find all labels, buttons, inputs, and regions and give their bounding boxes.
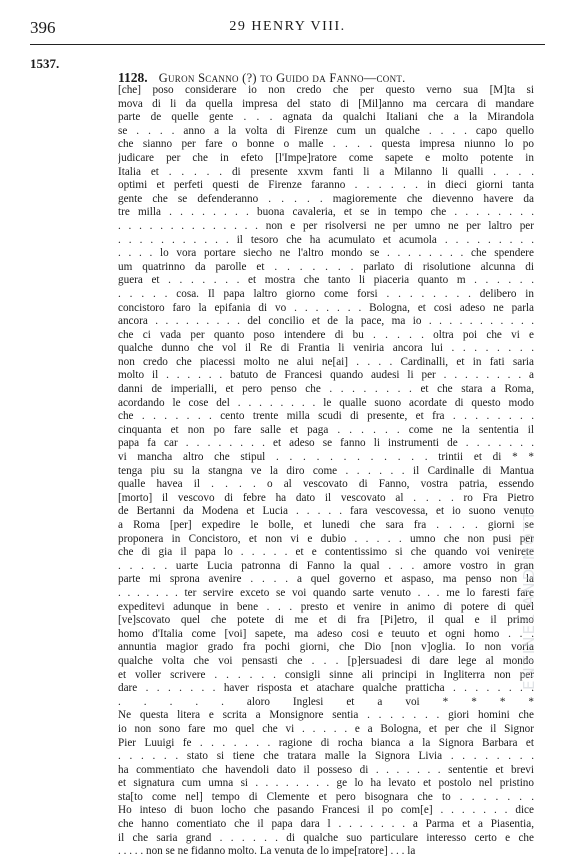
text-line: molto il . . . . . . batuto de Francesi quando audesi li per . . . . . . . . a (118, 369, 534, 382)
entry-number: 1128. (118, 70, 148, 85)
text-line: parte de quelle gente . . . agnata da qualchi Italiani che a la Mirandola (118, 111, 534, 124)
letter-body (118, 84, 534, 859)
text-line: mova di li da quella impresa del stato di [Mil]anno ma cercara di mandare (118, 97, 534, 110)
text-line: . . . . . aloro Inglesi et a voi * * * * (118, 695, 534, 708)
text-line: che sianno per fare o bonne o malle . . . . questa impresa niunno lo po (118, 138, 534, 151)
text-line: il che saria grand . . . . . . di qualche suo particulare interesso certo e che (118, 831, 534, 844)
text-line: acordando le cose del . . . . . . . . le qualle suono acordate di questo modo (118, 396, 534, 409)
watermark: ENTINEL AND MOTT (520, 509, 538, 690)
text-line: . . . . . uarte Lucia patronna di Fanno la qual . . . amore vostro in gran (118, 559, 534, 572)
text-line: danni de imperialli, et pero penso che . . . . . . . . et che stara a Roma, (118, 383, 534, 396)
text-line: . . . . . . . . . . . . . . non e per risolversi ne per umno ne per laltro per (118, 219, 534, 232)
text-line: annuntia magior grado fra pochi giorni, che Dio [non v]oglia. Io non voria (118, 641, 534, 654)
year-label: 1537. (30, 56, 60, 71)
text-line: . . . . lo vora portare siecho ne l'altro mondo se . . . . . . . . che spendere (118, 247, 534, 260)
page-number: 396 (30, 18, 56, 37)
text-line: Ho inteso di buon locho che pasando Francesi il po com[e] . . . . . . . dice (118, 804, 534, 817)
text-line: che di gia il papa lo . . . . . et e contentissimo si che quando voi venirete (118, 546, 534, 559)
text-line: parte mi sprona avenire . . . . a quel governo et aspaso, ma penso non la (118, 573, 534, 586)
text-line: Pier Luuigi fe . . . . . . . ragione di rocha bianca a la Signora Barbara et (118, 736, 534, 749)
text-line: . . . . . . stato si tiene che tratara malle la Signora Livia . . . . . . . . (118, 750, 534, 763)
text-line: vi mancha altro che stipul . . . . . . . . . . . . trintii et di * * (118, 451, 534, 464)
text-line: guera et . . . . . . . et mostra che tanto li piaceria quanto m . . . . . . (118, 274, 534, 287)
text-line: a Roma [per] expedire le bolle, et lunedi che sara fra . . . . giorni se (118, 519, 534, 531)
text-line: homo d'Italia come [voi] sapete, ma adeso cosi e teuuto et ogni homo . . . (118, 627, 534, 640)
text-line: . . . . . . . . . . . il tesoro che ha acumulato et acumola . . . . . . . . . (118, 233, 534, 246)
text-line: de Bertanni da Modena et Lucia . . . . . fara vescovessa, et io suono venuto (118, 505, 534, 518)
text-line: [ve]scovato quel che potete di me et di fra [Pi]etro, il qual e il primo (118, 614, 534, 627)
text-line: judicare per che in efeto [l'Impe]ratore come sapete e molto potente in (118, 151, 534, 164)
text-line: Ne questa litera e scrita a Monsignore sentia . . . . . . . giori homini che (118, 709, 534, 722)
text-line: sta[to come nel] tempo di Clemente et pero bisognara che to . . . . . . . (118, 790, 534, 803)
text-line: [morto] il vescovo di febre ha dato il vescovato al . . . . ro Fra Pietro (118, 491, 534, 504)
text-line: expeditevi adunque in bene . . . presto et venire in animo di potere di quel (118, 600, 534, 613)
text-line: qualle havea il . . . . o al vescovato di Fanno, vostra patria, essendo (118, 478, 534, 491)
text-line: . . . . . . . ter servire exceto se voi quando sarte venuto . . . me lo faresti fare (118, 586, 534, 599)
text-line: tre milla . . . . . . . . buona cavaleria, et se in tempo che . . . . . . . . (118, 206, 534, 219)
entry-title: Guron Scanno (?) to Guido da Fanno—cont. (158, 71, 406, 85)
text-line: papa fa car . . . . . . . . et adeso se fanno li instrumenti de . . . . . . . (118, 437, 534, 450)
text-line: che . . . . . . . cento trente milla scudi di presente, et fra . . . . . . . . (118, 410, 534, 423)
text-line: [che] poso considerare io non credo che per questo verno sua [M]ta si (118, 84, 534, 96)
text-line: gente che se defenderanno . . . . . magioremente che dievenno havere da (118, 192, 534, 205)
text-line: . . . . . non se ne fidanno molto. La venuta de lo impe[ratore] . . . la (118, 845, 416, 858)
text-line: et voller scrivere . . . . . . consigli sinne ali principi in Ingliterra non per (118, 668, 534, 681)
text-line: . . . . . cosa. Il papa laltro giorno come forsi . . . . . . . . delibero in (118, 287, 534, 300)
text-line: et signatura cum umna si . . . . . . . . ge lo ha levato et postolo nel pristino (118, 777, 534, 790)
text-line: qualche volta che voi pensasti che . . . [p]ersuadesi di dare lege al mondo (118, 654, 534, 667)
text-line: dare . . . . . . . haver risposta et atachare qualche pratticha . . . . . . . . (118, 682, 534, 695)
text-line: ha commentiato che havendoli dato il posseso di . . . . . . . sententie et brevi (118, 763, 534, 776)
text-line: concistoro faro la epifania di vo . . . . . . . Bologna, et cosi adeso ne parla (118, 301, 534, 314)
running-title: 29 HENRY VIII. (229, 19, 346, 34)
text-line: optimi et perfeti questi de Firenze faranno . . . . . . in dieci giorni tanta (118, 179, 534, 192)
text-line: qualche dunno che vol il Re di Frantia li veniria ancora lui . . . . . . . . (118, 342, 534, 355)
header-rule (30, 44, 545, 45)
text-line: tenga piu su la stangna ve la diro come . . . . . . il Cardinalle di Mantua (118, 464, 534, 477)
page-header (30, 18, 545, 40)
text-line: se . . . . anno a la volta di Firenze cum un qualche . . . . capo quello (118, 124, 534, 137)
text-line: um quatrinno da parolle et . . . . . . . parlato di risolutione alcunna di (118, 260, 534, 273)
text-line: che hanno comentiato che il papa dara l . . . . . . . a Parma et a Piasentia, (118, 818, 534, 831)
text-line: ancora . . . . . . . . . del concilio et de la pace, ma io . . . . . . . . . . . (118, 315, 534, 328)
text-line: che ci vada per quanto poso intendere di bu . . . . . oltra poi che vi e (118, 328, 534, 341)
text-line: Italia et . . . . . di presente xxvm fanti li a Milanno li qualli . . . . (118, 165, 534, 178)
text-line: io non sono fare mo quel che vi . . . . . e a Bologna, et per che il Signor (118, 722, 534, 735)
text-line: proponera in Concistoro, et non vi e dubio . . . . . umno che non pusi per (118, 532, 534, 545)
text-line: non credo che piacessi molto ne alui ne[ai] . . . . Cardinalli, et in fati saria (118, 355, 534, 368)
text-line: cinquanta et non po fare salle et paga . . . . . . come ne la sententia il (118, 423, 534, 436)
